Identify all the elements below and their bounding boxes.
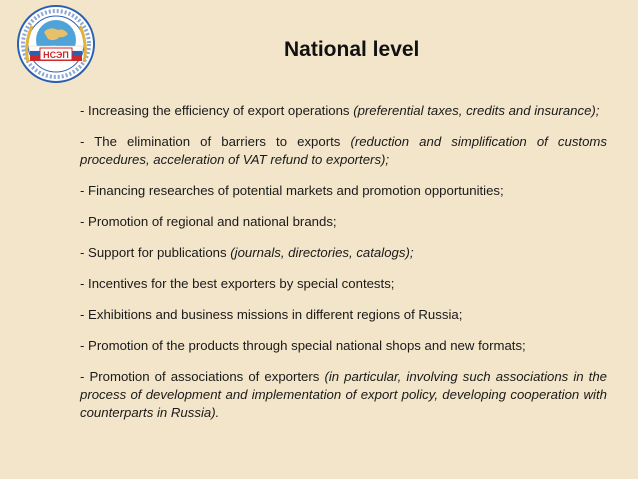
bullet-note: (reduction and simplification of customs procedures, acceleration of VAT refund to exporters);: [80, 134, 607, 167]
slide-body: [56, 102, 607, 422]
bullet-item: [56, 102, 607, 120]
bullet-text: - Promotion of the products through special national shops and new formats;: [80, 338, 526, 353]
slide-title: National level: [284, 38, 420, 61]
bullet-text: - Incentives for the best exporters by special contests;: [80, 276, 395, 291]
nsep-logo: [14, 4, 98, 84]
bullet-note: (preferential taxes, credits and insurance);: [353, 103, 600, 118]
svg-text:НСЭП: НСЭП: [43, 50, 69, 60]
bullet-text: - Exhibitions and business missions in different regions of Russia;: [80, 307, 463, 322]
bullet-item: [56, 182, 607, 200]
bullet-item: [56, 213, 607, 231]
bullet-text: - Support for publications: [80, 245, 231, 260]
bullet-item: [56, 275, 607, 293]
bullet-note: (journals, directories, catalogs);: [230, 245, 414, 260]
bullet-text: - The elimination of barriers to exports: [80, 134, 351, 149]
bullet-text: - Increasing the efficiency of export operations: [80, 103, 354, 118]
bullet-note: (in particular, involving such associations in the process of development and implementation of export policy, developing cooperation with counterparts in Russia).: [80, 369, 607, 420]
bullet-text: - Promotion of associations of exporters: [80, 369, 325, 384]
bullet-item: [56, 244, 607, 262]
bullet-item: [56, 133, 607, 169]
bullet-text: - Financing researches of potential markets and promotion opportunities;: [80, 183, 504, 198]
bullet-text: - Promotion of regional and national brands;: [80, 214, 337, 229]
bullet-item: [56, 368, 607, 422]
bullet-item: [56, 306, 607, 324]
bullet-item: [56, 337, 607, 355]
